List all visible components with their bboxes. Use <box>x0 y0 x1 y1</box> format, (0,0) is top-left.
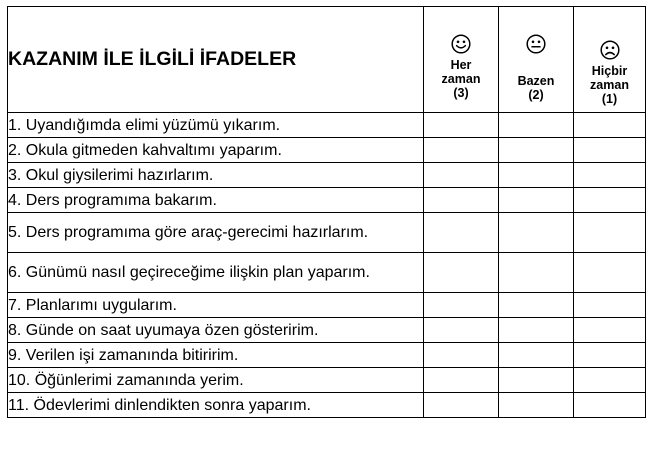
answer-cell-sometimes[interactable] <box>499 188 574 213</box>
header-row <box>8 7 646 113</box>
option-sometimes-label: Bazen <box>517 74 555 88</box>
answer-cell-always[interactable] <box>424 318 499 343</box>
answer-cell-sometimes[interactable] <box>499 368 574 393</box>
option-never-label-1: Hiçbir <box>591 64 628 78</box>
neutral-face-icon <box>526 34 546 54</box>
answer-cell-sometimes[interactable] <box>499 163 574 188</box>
statement-text: 4. Ders programıma bakarım. <box>8 188 424 213</box>
table-row <box>8 138 646 163</box>
option-sometimes-score: (2) <box>528 88 544 102</box>
answer-cell-never[interactable] <box>574 253 646 293</box>
answer-cell-sometimes[interactable] <box>499 393 574 418</box>
answer-cell-sometimes[interactable] <box>499 343 574 368</box>
answer-cell-always[interactable] <box>424 368 499 393</box>
table-row <box>8 113 646 138</box>
frowning-face-icon <box>600 40 620 60</box>
table-row <box>8 293 646 318</box>
option-never-label-2: zaman <box>590 78 629 92</box>
statement-text: 2. Okula gitmeden kahvaltımı yaparım. <box>8 138 424 163</box>
smiling-face-icon <box>451 34 471 54</box>
answer-cell-never[interactable] <box>574 163 646 188</box>
table-row <box>8 368 646 393</box>
answer-cell-never[interactable] <box>574 343 646 368</box>
table-row <box>8 253 646 293</box>
answer-cell-always[interactable] <box>424 253 499 293</box>
table-row <box>8 393 646 418</box>
answer-cell-sometimes[interactable] <box>499 213 574 253</box>
table-title: KAZANIM İLE İLGİLİ İFADELER <box>8 7 424 113</box>
answer-cell-never[interactable] <box>574 113 646 138</box>
answer-cell-always[interactable] <box>424 138 499 163</box>
answer-cell-never[interactable] <box>574 393 646 418</box>
table-row <box>8 343 646 368</box>
statement-text: 3. Okul giysilerimi hazırlarım. <box>8 163 424 188</box>
answer-cell-never[interactable] <box>574 138 646 163</box>
answer-cell-sometimes[interactable] <box>499 318 574 343</box>
option-always-label-2: zaman <box>441 72 481 86</box>
answer-cell-always[interactable] <box>424 163 499 188</box>
answer-cell-always[interactable] <box>424 113 499 138</box>
table-row <box>8 213 646 253</box>
option-never-score: (1) <box>601 92 618 106</box>
answer-cell-always[interactable] <box>424 213 499 253</box>
statement-text: 7. Planlarımı uygularım. <box>8 293 424 318</box>
option-header-always <box>424 7 499 113</box>
answer-cell-sometimes[interactable] <box>499 293 574 318</box>
answer-cell-never[interactable] <box>574 293 646 318</box>
option-always-score: (3) <box>453 86 469 100</box>
self-assessment-table <box>7 6 646 418</box>
answer-cell-never[interactable] <box>574 318 646 343</box>
option-always-label-1: Her <box>450 58 472 72</box>
statement-text: 11. Ödevlerimi dinlendikten sonra yaparım. <box>8 393 424 418</box>
option-header-never <box>574 7 646 113</box>
answer-cell-sometimes[interactable] <box>499 138 574 163</box>
answer-cell-sometimes[interactable] <box>499 113 574 138</box>
answer-cell-always[interactable] <box>424 188 499 213</box>
table-row <box>8 318 646 343</box>
statement-text: 9. Verilen işi zamanında bitiririm. <box>8 343 424 368</box>
answer-cell-always[interactable] <box>424 343 499 368</box>
statement-text: 8. Günde on saat uyumaya özen gösteririm. <box>8 318 424 343</box>
table-row <box>8 163 646 188</box>
table-row <box>8 188 646 213</box>
option-header-sometimes <box>499 7 574 113</box>
statement-text: 1. Uyandığımda elimi yüzümü yıkarım. <box>8 113 424 138</box>
statement-text: 6. Günümü nasıl geçireceğime ilişkin plan yaparım. <box>8 253 424 293</box>
answer-cell-always[interactable] <box>424 393 499 418</box>
answer-cell-never[interactable] <box>574 213 646 253</box>
statement-text: 10. Öğünlerimi zamanında yerim. <box>8 368 424 393</box>
statement-text: 5. Ders programıma göre araç-gerecimi hazırlarım. <box>8 213 424 253</box>
answer-cell-sometimes[interactable] <box>499 253 574 293</box>
answer-cell-never[interactable] <box>574 188 646 213</box>
answer-cell-always[interactable] <box>424 293 499 318</box>
answer-cell-never[interactable] <box>574 368 646 393</box>
